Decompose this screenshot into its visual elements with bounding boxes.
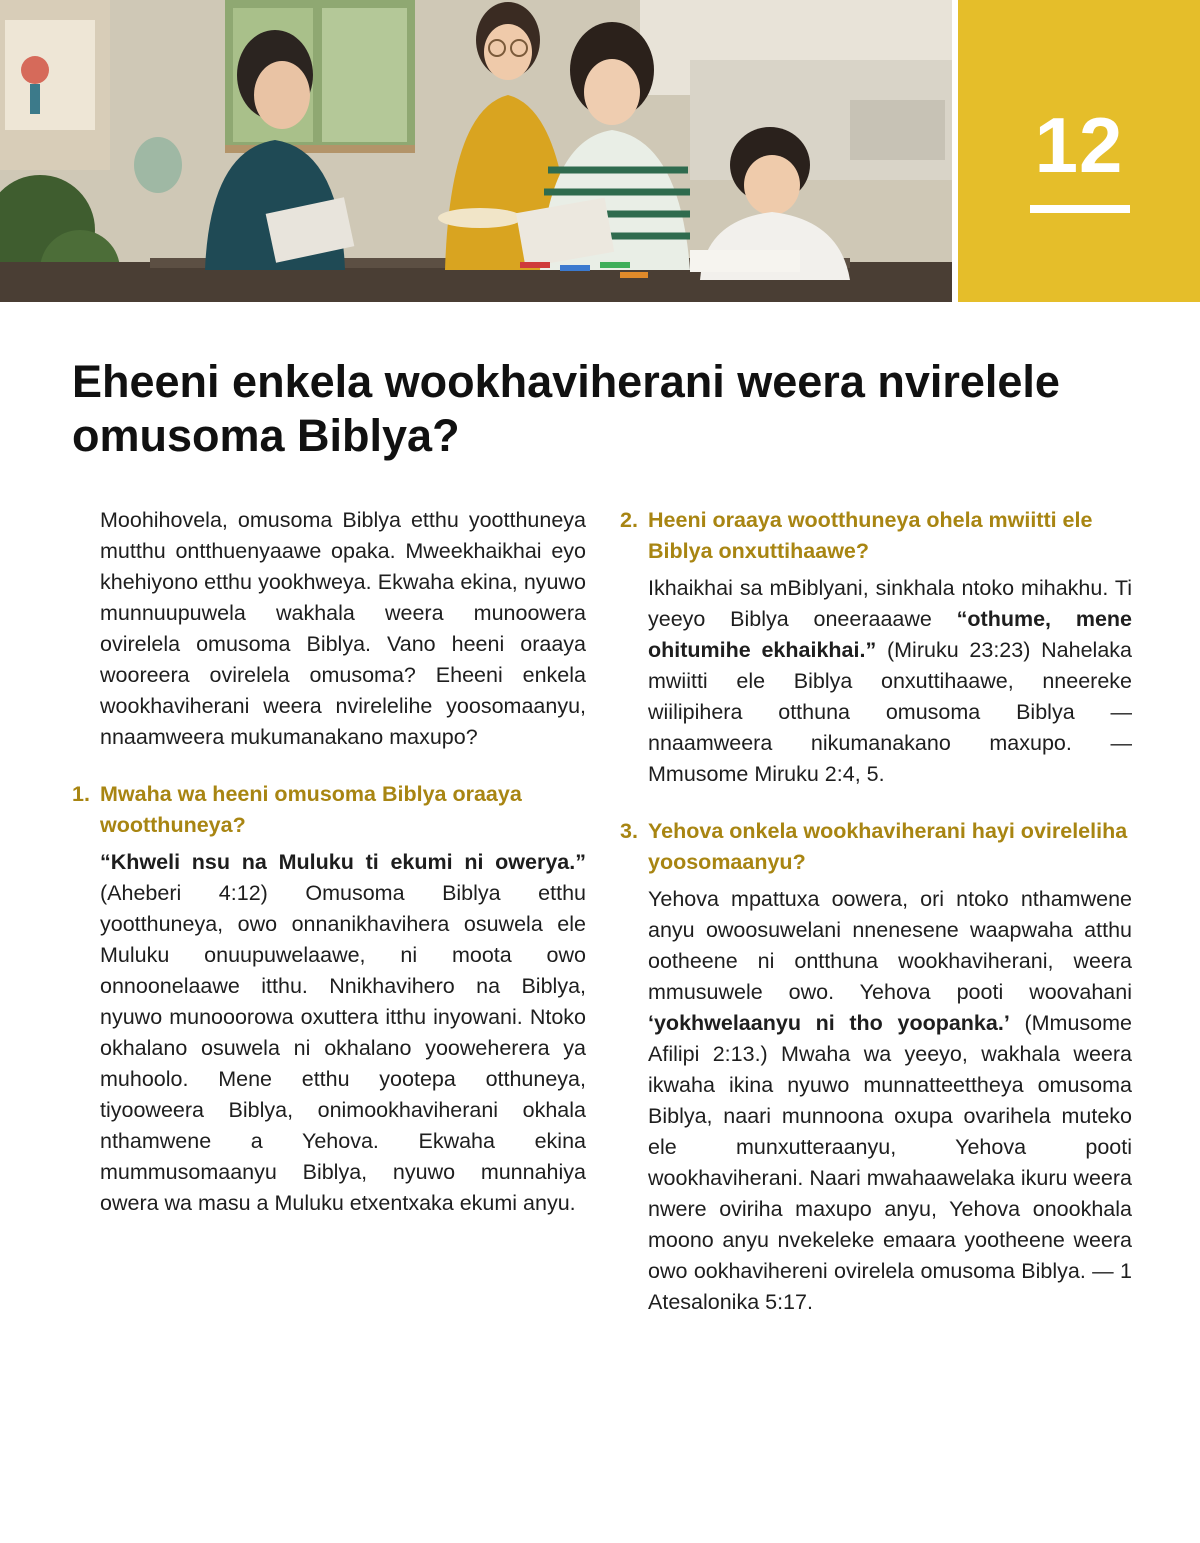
- answer-2: [620, 573, 1132, 790]
- question-1: [72, 779, 586, 841]
- question-3-number: 3.: [620, 819, 638, 843]
- question-2-number: 2.: [620, 508, 638, 532]
- right-column: [620, 505, 1132, 1318]
- chapter-rule: [1030, 205, 1130, 213]
- question-1-text: Mwaha wa heeni omusoma Biblya oraaya wootthuneya?: [100, 782, 522, 837]
- answer-3-body-after: (Mmusome Afilipi 2:13.) Mwaha wa yeeyo, wakhala weera ikwaha ikina nyuwo munnatteettheya omusoma Biblya, naari munnoona oxupa ovarihela muteko ele munxutteraanyu, Yehova pooti wookhaviherani. Naari mwahaawelaka ikuru weera nwere oviriha maxupo anyu, Yehova onookhala moono anyu nvekeleke emaara yootheene weera owo ookhavihereni ovirelela omusoma Biblya. — 1 Atesalonika 5:17.: [648, 1011, 1132, 1314]
- header-photo: [0, 0, 952, 302]
- question-2-text: Heeni oraaya wootthuneya ohela mwiitti ele Biblya onxuttihaawe?: [648, 508, 1093, 563]
- intro-paragraph: Moohihovela, omusoma Biblya etthu yootthuneya mutthu ontthuenyaawe opaka. Mweekhaikhai eyo khehiyono etthu yookhweya. Ekwaha ekina, nyuwo munnuupuwela wakhala weera munoowera ovirelela omusoma Biblya. Vano heeni oraaya wooreera ovirelela omusoma? Eheeni enkela wookhaviherani weera nvirelelihe yoosomaanyu, nnaamweera mukumanakano maxupo?: [100, 508, 586, 749]
- answer-3-quote: ‘yokhwelaanyu ni tho yoopanka.’: [648, 1011, 1010, 1035]
- answer-1-body: (Aheberi 4:12) Omusoma Biblya etthu yootthuneya, owo onnanikhavihera osuwela ele Muluku onuupuwelaawe, ni moota owo onnoonelaawe itthu. Nnikhavihero na Biblya, nyuwo munooorowa oxuttera itthu inyowani. Ntoko okhalano osuwela ni okhalano yooweherera ya muhoolo. Mene etthu yootepa otthuneya, tiyooweera Biblya, onimookhaviherani okhala nthamwene a Yehova. Ekwaha ekina mummusomaanyu Biblya, nyuwo munnahiya owera wa masu a Muluku etxentxaka ekumi anyu.: [100, 881, 586, 1215]
- chapter-number: 12: [1034, 101, 1124, 189]
- chapter-box: [958, 0, 1200, 302]
- answer-2-body-after: (Miruku 23:23) Nahelaka mwiitti ele Biblya onxuttihaawe, nneereke wiilipihera otthuna omusoma Biblya — nnaamweera nikumanakano maxupo. — Mmusome Miruku 2:4, 5.: [648, 638, 1132, 786]
- question-3-text: Yehova onkela wookhaviherani hayi ovireleliha yoosomaanyu?: [648, 819, 1128, 874]
- answer-1-quote: “Khweli nsu na Muluku ti ekumi ni owerya.”: [100, 850, 586, 874]
- page-title: Eheeni enkela wookhaviherani weera nvirelele omusoma Biblya?: [72, 356, 1060, 461]
- family-study-illustration: [0, 0, 952, 302]
- question-3: [620, 816, 1132, 878]
- answer-2-quote: “othume, mene ohitumihe ekhaikhai.”: [648, 607, 1132, 662]
- question-2: [620, 505, 1132, 567]
- question-1-number: 1.: [72, 782, 90, 806]
- answer-3: [620, 884, 1132, 1318]
- answer-2-body-before: Ikhaikhai sa mBiblyani, sinkhala ntoko mihakhu. Ti yeeyo Biblya oneeraaawe: [648, 576, 1132, 631]
- answer-3-body-before: Yehova mpattuxa oowera, ori ntoko nthamwene anyu owoosuwelani nnenesene waapwaha atthu ootheene ni ontthuna wookhaviherani, weera mmusuwele owo. Yehova pooti woovahani: [648, 887, 1132, 1004]
- left-column: [72, 505, 586, 1219]
- answer-1: [72, 847, 586, 1219]
